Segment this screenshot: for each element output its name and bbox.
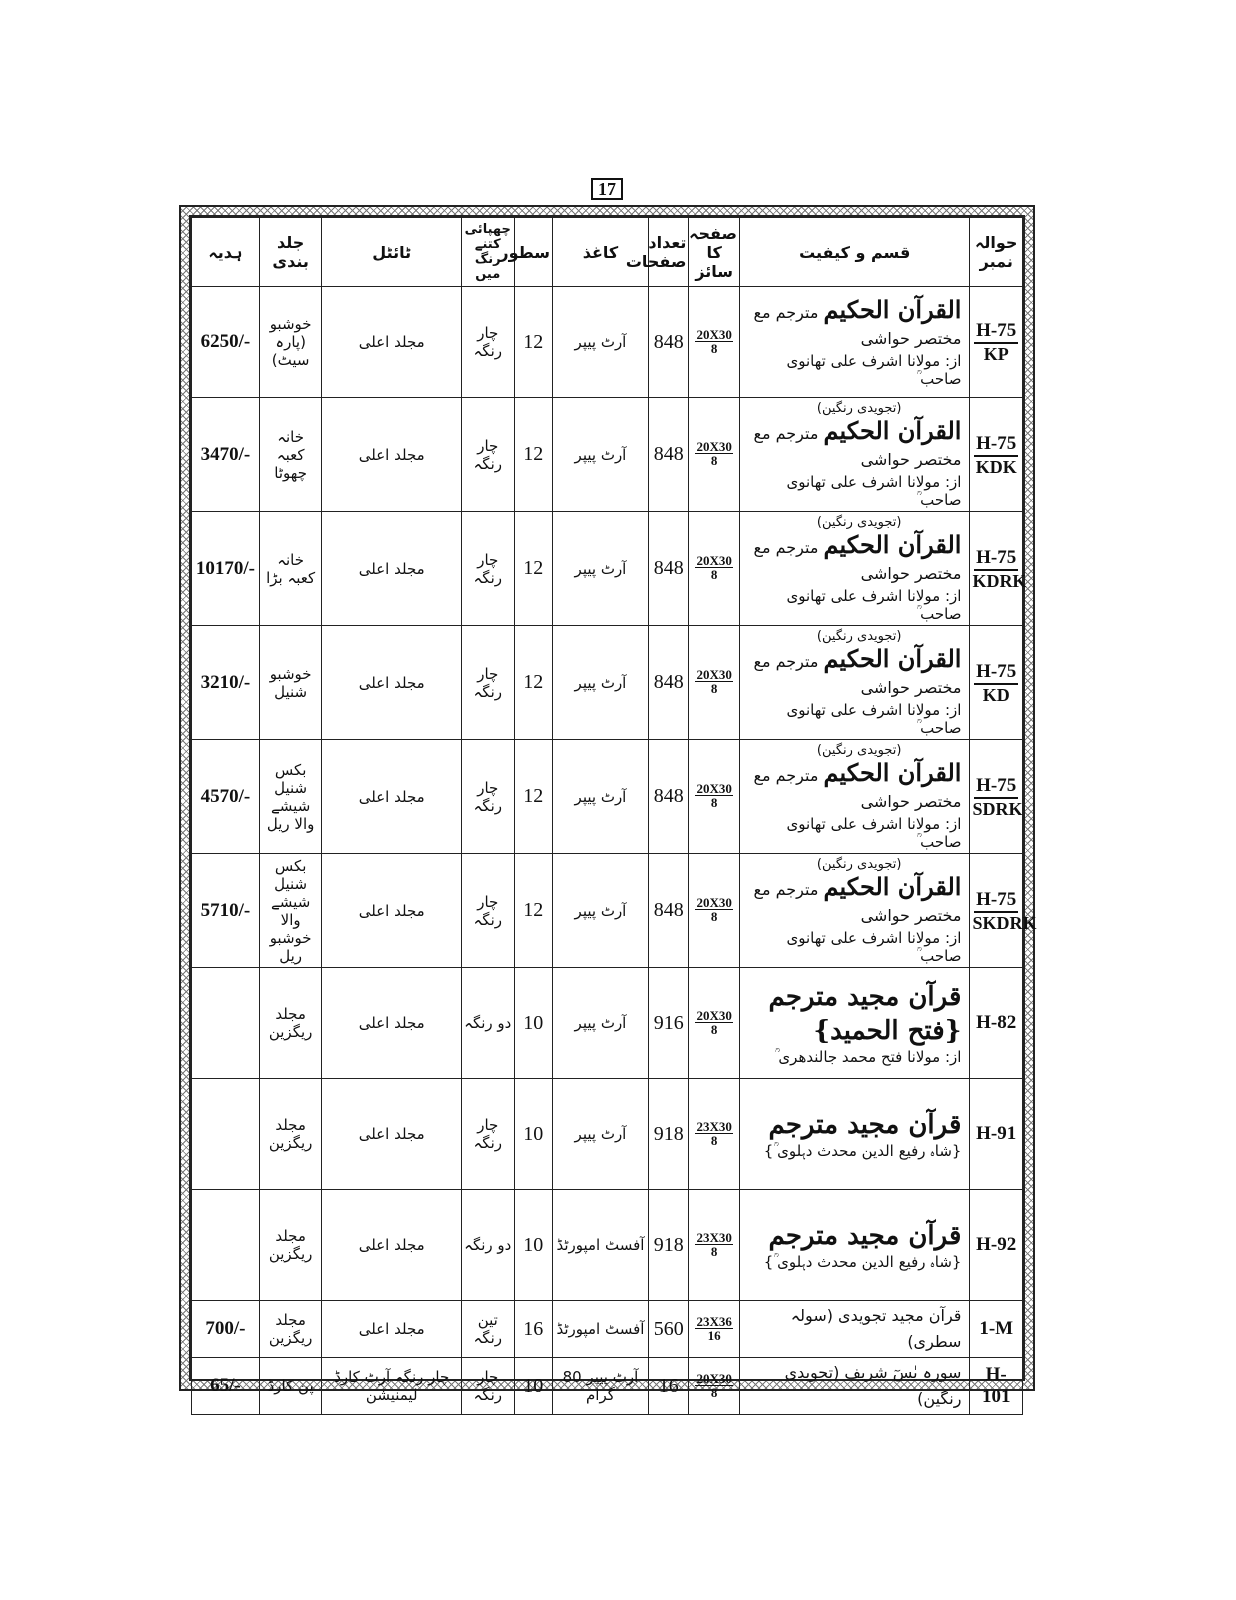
cell-ref	[970, 512, 1027, 626]
item-description: سورہ یٰسٓ شریف (تجویدی رنگین)	[784, 1363, 962, 1408]
size-numerator: 20X30	[696, 1370, 732, 1386]
cell-pages: 16	[648, 1358, 688, 1415]
table-row	[192, 1358, 1023, 1415]
size-denominator: 8	[710, 1243, 718, 1259]
ref-number: H-75	[974, 320, 1018, 344]
item-tag: (تجویدی رنگین)	[816, 743, 902, 758]
size-denominator: 8	[710, 340, 718, 356]
cell-lines: 10	[514, 968, 552, 1079]
cell-title: مجلد اعلی	[322, 854, 462, 968]
cell-lines: 16	[514, 1301, 552, 1358]
header-description: قسم و کیفیت	[739, 218, 969, 287]
cell-price: 4570/-	[192, 740, 260, 854]
cell-ref	[970, 1079, 1023, 1190]
ref-suffix: SDRK	[972, 798, 1023, 819]
header-pages: تعداد صفحات	[648, 218, 688, 287]
ref-suffix: KDK	[975, 456, 1017, 477]
size-denominator: 16	[707, 1327, 721, 1343]
cell-description	[739, 1079, 969, 1190]
cell-description	[739, 626, 969, 740]
ref-number: H-75	[974, 433, 1018, 457]
item-author: از: مولانا اشرف علی تھانوی صاحب ؒ	[786, 587, 962, 623]
item-author: از: مولانا فتح محمد جالندھری ؒ	[774, 1048, 962, 1066]
cell-description	[739, 398, 969, 512]
cell-paper: آرٹ پیپر	[552, 626, 648, 740]
cell-paper: آرٹ پیپر	[552, 287, 648, 398]
size-denominator: 8	[710, 795, 718, 810]
size-denominator: 8	[710, 1021, 718, 1037]
page-size-fraction	[695, 440, 732, 467]
cell-lines: 12	[514, 854, 552, 968]
cell-price	[192, 1079, 260, 1190]
ref-number: H-92	[976, 1234, 1017, 1255]
size-numerator: 20X30	[696, 667, 732, 682]
cell-pages: 848	[648, 854, 688, 968]
cell-paper: آرٹ پیپر	[552, 740, 648, 854]
ref-suffix: KDRK	[972, 570, 1027, 591]
header-price: ہدیہ	[192, 218, 260, 287]
size-denominator: 8	[710, 681, 718, 696]
table-row	[192, 1190, 1023, 1301]
cell-pages: 848	[648, 740, 688, 854]
cell-pages: 918	[648, 1190, 688, 1301]
cell-pages: 560	[648, 1301, 688, 1358]
cell-description	[739, 968, 969, 1079]
cell-title: مجلد اعلی	[322, 1079, 462, 1190]
ref-number: H-75	[974, 889, 1018, 913]
item-subtitle: مترجم مع مختصر حواشی	[753, 880, 962, 925]
cell-binding: مجلد ریگزین	[259, 1301, 322, 1358]
cell-paper: آفسٹ امپورٹڈ	[552, 1301, 648, 1358]
cell-title: مجلد اعلی	[322, 968, 462, 1079]
ref-suffix: KP	[983, 344, 1009, 364]
cell-title: چار رنگہ آرٹ کارڈ لیمنیشن	[322, 1358, 462, 1415]
cell-lines: 12	[514, 287, 552, 398]
page-size-fraction	[695, 1231, 732, 1258]
cell-lines: 12	[514, 512, 552, 626]
cell-ref	[970, 626, 1023, 740]
cell-description	[739, 740, 969, 854]
table-row	[192, 398, 1023, 512]
cell-binding: مجلد ریگزین	[259, 1190, 322, 1301]
cell-price	[192, 968, 260, 1079]
page-size-fraction	[695, 328, 732, 355]
cell-binding: خوشبو شنیل	[259, 626, 322, 740]
size-numerator: 20X30	[696, 553, 732, 568]
cell-title: مجلد اعلی	[322, 1190, 462, 1301]
cell-price	[192, 1190, 260, 1301]
size-numerator: 20X30	[696, 781, 732, 796]
page-size-fraction	[695, 1372, 732, 1399]
item-tag: (تجویدی رنگین)	[816, 515, 902, 530]
cell-size	[689, 1301, 740, 1358]
size-numerator: 20X30	[696, 439, 732, 454]
table-row	[192, 854, 1023, 968]
item-subtitle: مترجم مع مختصر حواشی	[753, 538, 962, 583]
cell-colors: چار رنگہ	[461, 1358, 514, 1415]
cell-price: 3470/-	[192, 398, 260, 512]
cell-description	[739, 1190, 969, 1301]
cell-pages: 918	[648, 1079, 688, 1190]
cell-size	[689, 1358, 740, 1415]
cell-paper: آرٹ پیپر	[552, 968, 648, 1079]
cell-ref	[970, 1358, 1023, 1415]
ref-number: H-82	[976, 1012, 1017, 1033]
header-title: ٹائٹل	[322, 218, 462, 287]
header-size: صفحہ کا سائز	[689, 218, 740, 287]
cell-title: مجلد اعلی	[322, 287, 462, 398]
cell-lines: 12	[514, 626, 552, 740]
cell-pages: 848	[648, 626, 688, 740]
cell-ref	[970, 1190, 1023, 1301]
item-title: القرآن الحکیم	[823, 416, 962, 445]
size-denominator: 8	[710, 453, 718, 468]
cell-description	[739, 854, 969, 968]
item-tag: (تجویدی رنگین)	[816, 857, 902, 872]
cell-description	[739, 1358, 969, 1415]
item-title: القرآن الحکیم	[823, 294, 962, 324]
cell-size	[689, 1079, 740, 1190]
ornamental-border-frame	[179, 205, 1037, 1408]
cell-colors: تین رنگہ	[461, 1301, 514, 1358]
cell-pages: 848	[648, 512, 688, 626]
ref-number: H-75	[974, 775, 1018, 799]
catalog-table	[191, 217, 1037, 1415]
ref-number: 1-M	[979, 1318, 1014, 1339]
page-size-fraction	[695, 1120, 732, 1147]
item-tag: (تجویدی رنگین)	[816, 401, 902, 416]
ref-number: H-75	[974, 547, 1018, 571]
page-number: 17	[591, 178, 623, 200]
cell-lines: 10	[514, 1190, 552, 1301]
item-author: از: مولانا اشرف علی تھانوی صاحب ؒ	[786, 929, 962, 965]
table-row	[192, 1079, 1023, 1190]
cell-lines: 10	[514, 1079, 552, 1190]
cell-size	[689, 1190, 740, 1301]
cell-paper: آرٹ پیپر	[552, 398, 648, 512]
size-numerator: 20X30	[696, 895, 732, 910]
cell-colors: دو رنگہ	[461, 968, 514, 1079]
cell-description	[739, 512, 969, 626]
item-subtitle: مترجم مع مختصر حواشی	[753, 424, 962, 469]
table-row	[192, 512, 1023, 626]
header-paper: کاغذ	[552, 218, 648, 287]
item-tag: (تجویدی رنگین)	[816, 629, 902, 644]
item-title: القرآن الحکیم	[823, 872, 962, 901]
cell-description	[739, 1301, 969, 1358]
item-author: از: مولانا اشرف علی تھانوی صاحب ؒ	[786, 701, 962, 737]
cell-price: 10170/-	[192, 512, 260, 626]
size-numerator: 23X30	[696, 1118, 732, 1134]
cell-binding: خانہ کعبہ بڑا	[259, 512, 322, 626]
item-title: القرآن الحکیم	[823, 530, 962, 559]
page-size-fraction	[695, 1315, 732, 1342]
cell-title: مجلد اعلی	[322, 512, 462, 626]
cell-size	[689, 626, 740, 740]
table-row	[192, 1301, 1023, 1358]
cell-price: 5710/-	[192, 854, 260, 968]
item-author: از: مولانا اشرف علی تھانوی صاحب ؒ	[786, 473, 962, 509]
cell-price: 700/-	[192, 1301, 260, 1358]
item-subtitle: مترجم مع مختصر حواشی	[753, 652, 962, 697]
cell-size	[689, 398, 740, 512]
size-numerator: 20X30	[696, 1007, 732, 1023]
header-binding: جلد بندی	[259, 218, 322, 287]
header-ref: حوالہ نمبر	[970, 218, 1023, 287]
page-size-fraction	[695, 896, 732, 923]
size-numerator: 23X36	[696, 1313, 732, 1329]
cell-pages: 848	[648, 287, 688, 398]
cell-colors: چار رنگہ	[461, 1079, 514, 1190]
cell-binding: بکس شنیل شیشے والا ریل	[259, 740, 322, 854]
cell-binding: خوشبو (پارہ سیٹ)	[259, 287, 322, 398]
item-subtitle: مترجم مع مختصر حواشی	[753, 766, 962, 811]
cell-ref	[970, 287, 1023, 398]
cell-lines: 12	[514, 740, 552, 854]
item-author: از: مولانا اشرف علی تھانوی صاحب ؒ	[786, 815, 962, 851]
cell-price: 6250/-	[192, 287, 260, 398]
cell-colors: چار رنگہ	[461, 512, 514, 626]
item-subtitle: مترجم مع مختصر حواشی	[753, 302, 962, 348]
cell-paper: آرٹ پیپر	[552, 854, 648, 968]
cell-colors: چار رنگہ	[461, 398, 514, 512]
cell-ref	[970, 968, 1023, 1079]
ref-number: H-101	[981, 1364, 1011, 1407]
cell-title: مجلد اعلی	[322, 398, 462, 512]
cell-size	[689, 740, 740, 854]
cell-ref	[970, 398, 1023, 512]
size-numerator: 20X30	[696, 326, 732, 342]
page-size-fraction	[695, 1009, 732, 1036]
cell-colors: چار رنگہ	[461, 854, 514, 968]
item-author: از: مولانا اشرف علی تھانوی صاحب ؒ	[786, 351, 962, 388]
size-denominator: 8	[710, 909, 718, 924]
item-description: قرآن مجید تجویدی (سولہ سطری)	[790, 1306, 962, 1351]
ref-number: H-75	[974, 661, 1018, 685]
cell-paper: آرٹ پیپر	[552, 512, 648, 626]
cell-paper: آفسٹ امپورٹڈ	[552, 1190, 648, 1301]
item-title: القرآن الحکیم	[823, 758, 962, 787]
cell-ref	[970, 1301, 1023, 1358]
cell-title: مجلد اعلی	[322, 740, 462, 854]
cell-colors: چار رنگہ	[461, 626, 514, 740]
cell-binding: بکس شنیل شیشے والا خوشبو ریل	[259, 854, 322, 968]
page-size-fraction	[695, 554, 732, 581]
cell-ref	[970, 854, 1037, 968]
cell-price: 3210/-	[192, 626, 260, 740]
header-colors: چھپائی کتنے رنگ میں	[461, 218, 514, 287]
cell-binding: خانہ کعبہ چھوٹا	[259, 398, 322, 512]
cell-binding: مجلد ریگزین	[259, 1079, 322, 1190]
cell-title: مجلد اعلی	[322, 1301, 462, 1358]
cell-size	[689, 968, 740, 1079]
cell-description	[739, 287, 969, 398]
item-title: قرآن مجید مترجم	[768, 1110, 962, 1140]
table-row	[192, 740, 1023, 854]
ref-number: H-91	[976, 1123, 1017, 1144]
size-denominator: 8	[710, 567, 718, 582]
cell-size	[689, 512, 740, 626]
table-row	[192, 968, 1023, 1079]
size-denominator: 8	[710, 1384, 718, 1400]
item-author: {شاہ رفیع الدین محدث دہلوی ؒ}	[763, 1142, 962, 1160]
header-row	[192, 218, 1023, 287]
cell-binding: مجلد ریگزین	[259, 968, 322, 1079]
cell-size	[689, 287, 740, 398]
catalog-table-container	[189, 215, 1037, 1408]
cell-binding: پن کارڈ	[259, 1358, 322, 1415]
cell-pages: 848	[648, 398, 688, 512]
item-author: {شاہ رفیع الدین محدث دہلوی ؒ}	[763, 1253, 962, 1271]
size-numerator: 23X30	[696, 1229, 732, 1245]
cell-price: 65/-	[192, 1358, 260, 1415]
item-title: قرآن مجید مترجم	[768, 1221, 962, 1251]
ref-suffix: SKDRK	[972, 912, 1037, 933]
cell-pages: 916	[648, 968, 688, 1079]
header-lines: سطور	[514, 218, 552, 287]
cell-colors: چار رنگہ	[461, 287, 514, 398]
page-size-fraction	[695, 668, 732, 695]
cell-lines: 12	[514, 398, 552, 512]
cell-colors: دو رنگہ	[461, 1190, 514, 1301]
cell-paper: آرٹ پیپر 80 گرام	[552, 1358, 648, 1415]
page-size-fraction	[695, 782, 732, 809]
item-title: قرآن مجید مترجم {فتح الحمید}	[768, 982, 962, 1046]
ref-suffix: KD	[982, 684, 1010, 705]
table-row	[192, 287, 1023, 398]
cell-paper: آرٹ پیپر	[552, 1079, 648, 1190]
cell-title: مجلد اعلی	[322, 626, 462, 740]
item-title: القرآن الحکیم	[823, 644, 962, 673]
cell-ref	[970, 740, 1023, 854]
cell-colors: چار رنگہ	[461, 740, 514, 854]
size-denominator: 8	[710, 1132, 718, 1148]
table-row	[192, 626, 1023, 740]
cell-size	[689, 854, 740, 968]
cell-lines: 10	[514, 1358, 552, 1415]
